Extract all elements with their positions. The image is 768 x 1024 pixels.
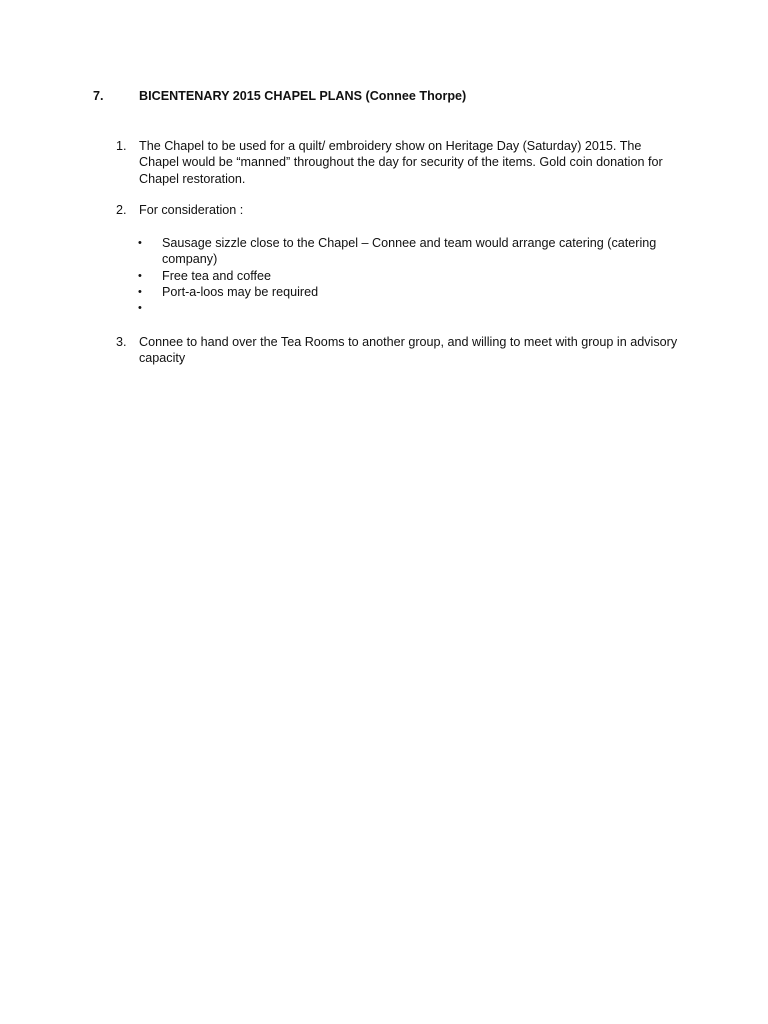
bullet-item <box>138 284 678 300</box>
bullet-item <box>138 235 678 268</box>
bullet-list <box>138 235 678 316</box>
bullet-item <box>138 268 678 284</box>
bullet-icon: • <box>138 302 142 315</box>
list-item-text: For consideration : <box>139 203 244 217</box>
list-item-number: 1. <box>116 139 127 153</box>
list-item-number: 3. <box>116 335 127 349</box>
section-title: BICENTENARY 2015 CHAPEL PLANS (Connee Thorpe) <box>139 89 467 103</box>
bullet-text: Port-a-loos may be required <box>162 284 319 299</box>
bullet-text: Sausage sizzle close to the Chapel – Connee and team would arrange catering (catering company) <box>162 236 657 267</box>
bullet-icon: • <box>138 269 142 282</box>
bullet-icon: • <box>138 237 142 249</box>
bullet-icon: • <box>138 285 142 298</box>
list-item-number: 2. <box>116 203 127 217</box>
list-item-text: Connee to hand over the Tea Rooms to another group, and willing to meet with group in advisory capacity <box>139 335 678 366</box>
section-number: 7. <box>93 89 104 103</box>
bullet-text: Free tea and coffee <box>162 268 271 283</box>
bullet-item <box>138 300 678 316</box>
list-item-text: The Chapel to be used for a quilt/ embroidery show on Heritage Day (Saturday) 2015. The Chapel would be “manned” throughout the day for security of the items. Gold coin donation for Chapel restoration. <box>139 139 663 186</box>
